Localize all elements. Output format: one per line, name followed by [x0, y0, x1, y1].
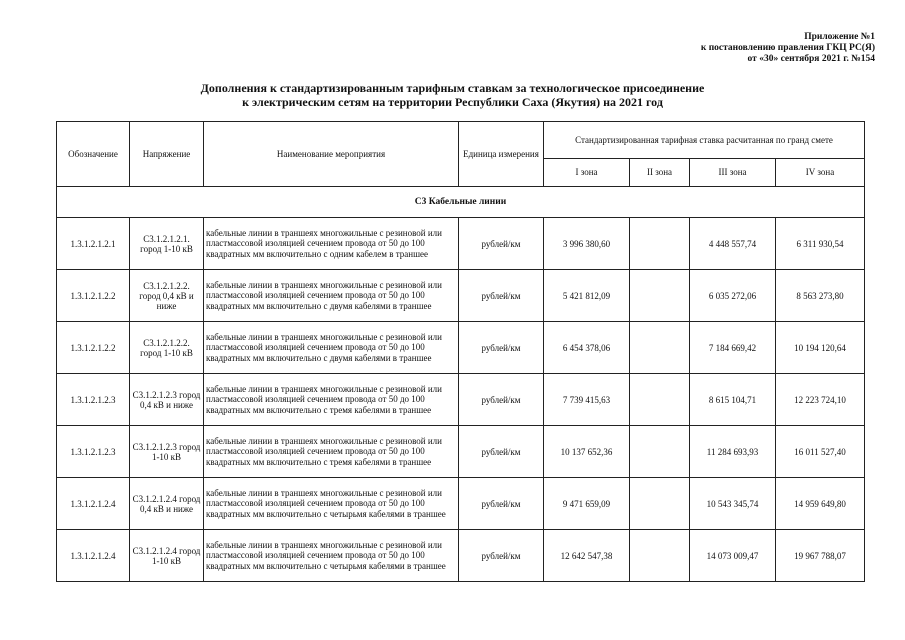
cell-zone-3: 7 184 669,42: [690, 322, 776, 374]
cell-unit: рублей/км: [459, 426, 544, 478]
table-row: [57, 218, 865, 270]
cell-name: кабельные линии в траншеях многожильные с резиновой или пластмассовой изоляцией сечением провода от 50 до 100 квадратных мм включительно с двумя кабелями в траншее: [204, 322, 459, 374]
table-row: [57, 270, 865, 322]
header-zone-4: IV зона: [776, 159, 865, 187]
table-row: [57, 374, 865, 426]
title-line-1: Дополнения к стандартизированным тарифным ставкам за технологическое присоединение: [200, 81, 705, 95]
cell-zone-1: 3 996 380,60: [544, 218, 630, 270]
cell-zone-4: 14 959 649,80: [776, 478, 865, 530]
header-rate: Стандартизированная тарифная ставка расчитанная по гранд смете: [544, 122, 865, 159]
cell-zone-1: 12 642 547,38: [544, 530, 630, 582]
cell-zone-1: 7 739 415,63: [544, 374, 630, 426]
cell-unit: рублей/км: [459, 322, 544, 374]
cell-zone-4: 16 011 527,40: [776, 426, 865, 478]
cell-zone-2: [630, 374, 690, 426]
cell-unit: рублей/км: [459, 374, 544, 426]
cell-zone-1: 9 471 659,09: [544, 478, 630, 530]
cell-unit: рублей/км: [459, 530, 544, 582]
cell-code: 1.3.1.2.1.2.3: [57, 426, 130, 478]
cell-name: кабельные линии в траншеях многожильные с резиновой или пластмассовой изоляцией сечением провода от 50 до 100 квадратных мм включительно с тремя кабелями в траншее: [204, 426, 459, 478]
cell-code: 1.3.1.2.1.2.1: [57, 218, 130, 270]
table-row: [57, 426, 865, 478]
appendix-number: Приложение №1: [804, 32, 875, 42]
cell-code: 1.3.1.2.1.2.4: [57, 530, 130, 582]
document-title: [0, 81, 905, 109]
header-voltage: Напряжение: [130, 122, 204, 187]
cell-zone-1: 10 137 652,36: [544, 426, 630, 478]
cell-zone-2: [630, 478, 690, 530]
cell-zone-2: [630, 426, 690, 478]
header-code: Обозначение: [57, 122, 130, 187]
cell-zone-3: 4 448 557,74: [690, 218, 776, 270]
cell-voltage: С3.1.2.1.2.1. город 1-10 кВ: [130, 218, 204, 270]
cell-voltage: С3.1.2.1.2.2. город 0,4 кВ и ниже: [130, 270, 204, 322]
cell-code: 1.3.1.2.1.2.2: [57, 322, 130, 374]
cell-name: кабельные линии в траншеях многожильные с резиновой или пластмассовой изоляцией сечением провода от 50 до 100 квадратных мм включительно с четырьмя кабелями в траншее: [204, 478, 459, 530]
section-title: С3 Кабельные линии: [57, 187, 865, 218]
cell-voltage: С3.1.2.1.2.3 город 0,4 кВ и ниже: [130, 374, 204, 426]
cell-code: 1.3.1.2.1.2.2: [57, 270, 130, 322]
cell-voltage: С3.1.2.1.2.4 город 1-10 кВ: [130, 530, 204, 582]
appendix-header: [701, 32, 875, 65]
cell-voltage: С3.1.2.1.2.4 город 0,4 кВ и ниже: [130, 478, 204, 530]
cell-zone-2: [630, 218, 690, 270]
title-line-2: к электрическим сетям на территории Республики Саха (Якутия) на 2021 год: [242, 95, 663, 109]
cell-zone-3: 11 284 693,93: [690, 426, 776, 478]
cell-unit: рублей/км: [459, 218, 544, 270]
header-row: [57, 122, 865, 159]
cell-zone-2: [630, 322, 690, 374]
cell-code: 1.3.1.2.1.2.3: [57, 374, 130, 426]
table-row: [57, 530, 865, 582]
cell-voltage: С3.1.2.1.2.2. город 1-10 кВ: [130, 322, 204, 374]
cell-zone-4: 12 223 724,10: [776, 374, 865, 426]
table-row: [57, 322, 865, 374]
cell-zone-2: [630, 270, 690, 322]
cell-zone-4: 6 311 930,54: [776, 218, 865, 270]
table-row: [57, 478, 865, 530]
cell-name: кабельные линии в траншеях многожильные с резиновой или пластмассовой изоляцией сечением провода от 50 до 100 квадратных мм включительно с четырьмя кабелями в траншее: [204, 530, 459, 582]
cell-zone-3: 6 035 272,06: [690, 270, 776, 322]
header-zone-1: I зона: [544, 159, 630, 187]
cell-zone-3: 8 615 104,71: [690, 374, 776, 426]
cell-zone-2: [630, 530, 690, 582]
cell-zone-4: 8 563 273,80: [776, 270, 865, 322]
header-unit: Единица измерения: [459, 122, 544, 187]
header-name: Наименование мероприятия: [204, 122, 459, 187]
cell-unit: рублей/км: [459, 478, 544, 530]
cell-zone-4: 10 194 120,64: [776, 322, 865, 374]
tariff-table: [56, 121, 865, 582]
cell-zone-4: 19 967 788,07: [776, 530, 865, 582]
cell-name: кабельные линии в траншеях многожильные с резиновой или пластмассовой изоляцией сечением провода от 50 до 100 квадратных мм включительно с двумя кабелями в траншее: [204, 270, 459, 322]
cell-zone-3: 10 543 345,74: [690, 478, 776, 530]
section-row: [57, 187, 865, 218]
header-zone-2: II зона: [630, 159, 690, 187]
cell-voltage: С3.1.2.1.2.3 город 1-10 кВ: [130, 426, 204, 478]
cell-name: кабельные линии в траншеях многожильные с резиновой или пластмассовой изоляцией сечением провода от 50 до 100 квадратных мм включительно с тремя кабелями в траншее: [204, 374, 459, 426]
cell-code: 1.3.1.2.1.2.4: [57, 478, 130, 530]
appendix-date: от «30» сентября 2021 г. №154: [747, 54, 875, 64]
cell-zone-1: 5 421 812,09: [544, 270, 630, 322]
cell-name: кабельные линии в траншеях многожильные с резиновой или пластмассовой изоляцией сечением провода от 50 до 100 квадратных мм включительно с одним кабелем в траншее: [204, 218, 459, 270]
header-zone-3: III зона: [690, 159, 776, 187]
appendix-resolution: к постановлению правления ГКЦ РС(Я): [700, 43, 875, 53]
cell-zone-1: 6 454 378,06: [544, 322, 630, 374]
cell-unit: рублей/км: [459, 270, 544, 322]
cell-zone-3: 14 073 009,47: [690, 530, 776, 582]
